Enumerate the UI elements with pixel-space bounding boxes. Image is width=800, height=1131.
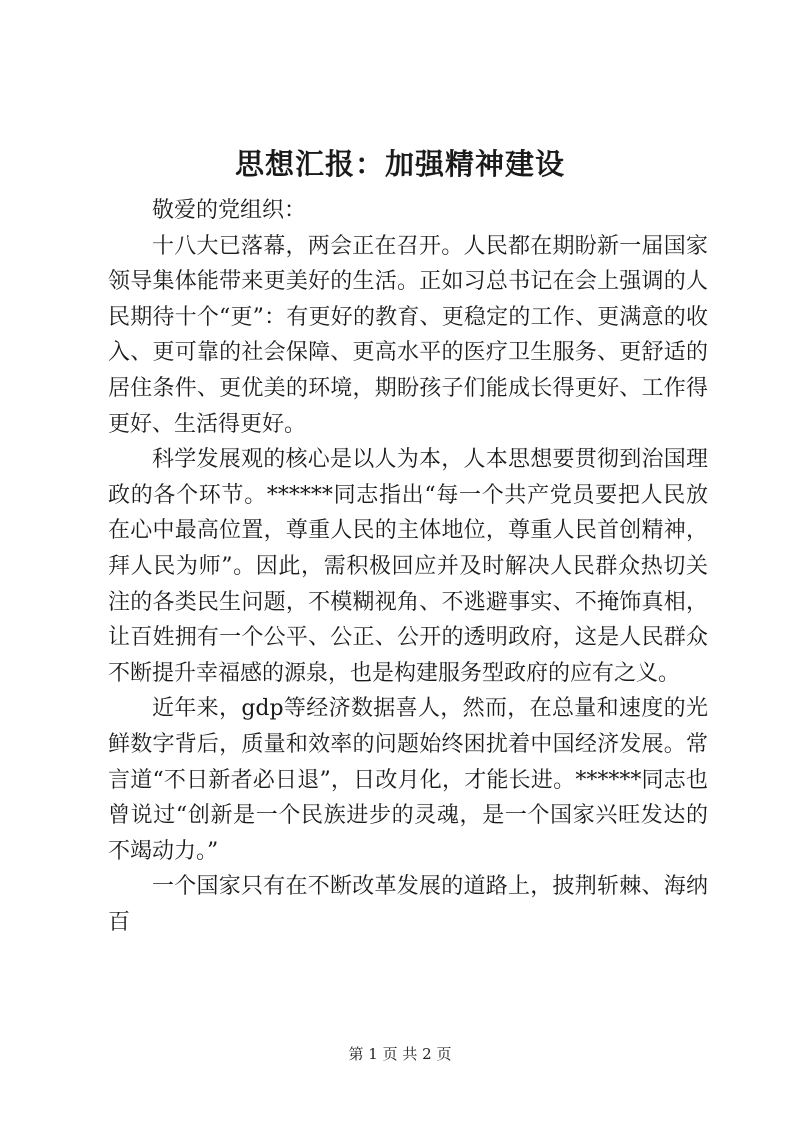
document-body — [108, 193, 708, 940]
paragraph-3: 近年来，gdp等经济数据喜人，然而，在总量和速度的光鲜数字背后，质量和效率的问题始终困扰着中国经济发展。常言道“不日新者必日退”，日改月化，才能长进。******同志也曾说过“创新是一个民族进步的灵魂，是一个国家兴旺发达的不竭动力。” — [108, 696, 708, 864]
paragraph-4: 一个国家只有在不断改革发展的道路上，披荆斩棘、海纳百 — [108, 874, 708, 935]
page-number-footer: 第 1 页 共 2 页 — [348, 1045, 452, 1063]
document-title: 思想汇报：加强精神建设 — [234, 147, 565, 181]
salutation: 敬爱的党组织： — [152, 198, 307, 223]
paragraph-2: 科学发展观的核心是以人为本，人本思想要贯彻到治国理政的各个环节。******同志指出“每一个共产党员要把人民放在心中最高位置，尊重人民的主体地位，尊重人民首创精神，拜人民为师”。因此，需积极回应并及时解决人民群众热切关注的各类民生问题，不模糊视角、不逃避事实、不掩饰真相，让百姓拥有一个公平、公正、公开的透明政府，这是人民群众不断提升幸福感的源泉，也是构建服务型政府的应有之义。 — [108, 447, 708, 686]
paragraph-1: 十八大已落幕，两会正在召开。人民都在期盼新一届国家领导集体能带来更美好的生活。正如习总书记在会上强调的人民期待十个“更”：有更好的教育、更稳定的工作、更满意的收入、更可靠的社会保障、更高水平的医疗卫生服务、更舒适的居住条件、更优美的环境，期盼孩子们能成长得更好、工作得更好、生活得更好。 — [108, 233, 708, 437]
